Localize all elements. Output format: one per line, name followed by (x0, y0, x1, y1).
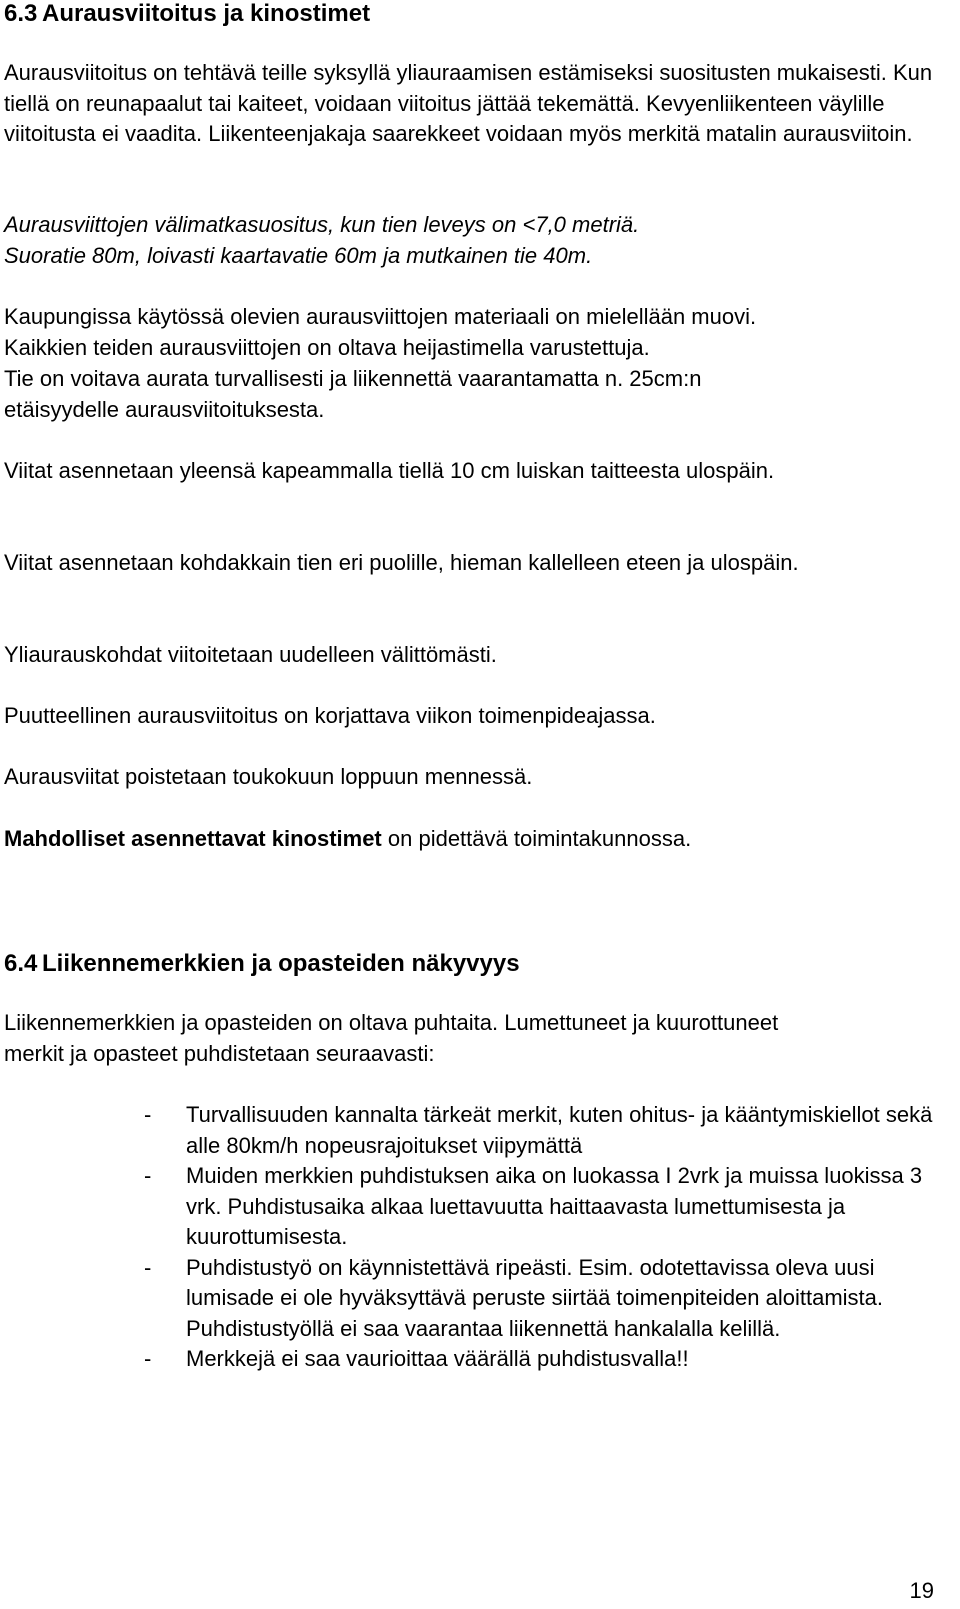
bullet-text: Merkkejä ei saa vaurioittaa väärällä puhdistusvalla!! (186, 1346, 689, 1371)
list-item (144, 1100, 944, 1161)
bullet-text: Muiden merkkien puhdistuksen aika on luokassa I 2vrk ja muissa luokissa 3 vrk. Puhdistusaika alkaa luettavuutta haittaavasta lumettumisesta ja kuurottumisesta. (186, 1163, 923, 1249)
paragraph-material-line1: Kaupungissa käytössä olevien aurausviittojen materiaali on mielellään muovi. (4, 304, 757, 329)
section-title: Aurausviitoitus ja kinostimet (42, 0, 371, 27)
page-number: 19 (909, 1578, 934, 1603)
paragraph-reinstall: Yliaurauskohdat viitoitetaan uudelleen välittömästi. (4, 642, 497, 667)
bullet-dash: - (144, 1346, 152, 1371)
paragraph-install-1: Viitat asennetaan yleensä kapeammalla tiellä 10 cm luiskan taitteesta ulospäin. (4, 458, 775, 483)
kinostimet-bold: Mahdolliset asennettavat kinostimet (4, 826, 382, 851)
kinostimet-rest: on pidettävä toimintakunnossa. (381, 826, 692, 851)
section-heading-6-4 (4, 950, 520, 978)
bullet-text: Puhdistustyö on käynnistettävä ripeästi. Esim. odotettavissa oleva uusi lumisade ei ole hyväksyttävä peruste siirtää toimenpiteiden aloittamista. Puhdistustyöllä ei saa vaarantaa liikennettä hankalalla kelillä. (186, 1254, 884, 1341)
list-item (144, 1344, 944, 1375)
list-item (144, 1253, 944, 1345)
bullet-dash: - (144, 1163, 152, 1188)
bullet-dash: - (144, 1254, 152, 1280)
section-number: 6.4 (4, 950, 38, 977)
paragraph-install-2: Viitat asennetaan kohdakkain tien eri puolille, hieman kallelleen eteen ja ulospäin. (4, 550, 799, 575)
paragraph-removal: Aurausviitat poistetaan toukokuun loppuun mennessä. (4, 764, 533, 789)
section-number: 6.3 (4, 0, 38, 27)
list-item (144, 1161, 944, 1253)
paragraph-viitoitus-intro: Aurausviitoitus on tehtävä teille syksyllä yliauraamisen estämiseksi suositusten mukaisesti. Kun tiellä on reunapaalut tai kaiteet, voidaan viitoitus jättää tekemättä. Kevyenliikenteen väylille viitoitusta ei vaadita. Liikenteenjakaja saarekkeet voidaan myös merkitä matalin aurausviitoin. (4, 60, 933, 146)
paragraph-signs-intro: Liikennemerkkien ja opasteiden on oltava puhtaita. Lumettuneet ja kuurottuneet merkit ja opasteet puhdistetaan seuraavasti: (4, 1010, 779, 1066)
bullet-dash: - (144, 1102, 152, 1127)
bullet-text: Turvallisuuden kannalta tärkeät merkit, kuten ohitus- ja kääntymiskiellot sekä alle 80km/h nopeusrajoitukset viipymättä (186, 1102, 933, 1158)
section-heading-6-3 (4, 0, 370, 28)
paragraph-repair: Puutteellinen aurausviitoitus on korjattava viikon toimenpideajassa. (4, 703, 656, 728)
paragraph-material-line3: Tie on voitava aurata turvallisesti ja liikennettä vaarantamatta n. 25cm:n etäisyydelle aurausviitoituksesta. (4, 366, 702, 422)
paragraph-kinostimet (4, 824, 691, 855)
paragraph-spacing-line1: Aurausviittojen välimatkasuositus, kun tien leveys on <7,0 metriä. (4, 212, 640, 237)
paragraph-material-line2: Kaikkien teiden aurausviittojen on oltava heijastimella varustettuja. (4, 335, 650, 360)
paragraph-spacing-line2: Suoratie 80m, loivasti kaartavatie 60m ja mutkainen tie 40m. (4, 243, 593, 268)
bullet-list (144, 1100, 944, 1375)
section-title: Liikennemerkkien ja opasteiden näkyvyys (42, 950, 520, 977)
